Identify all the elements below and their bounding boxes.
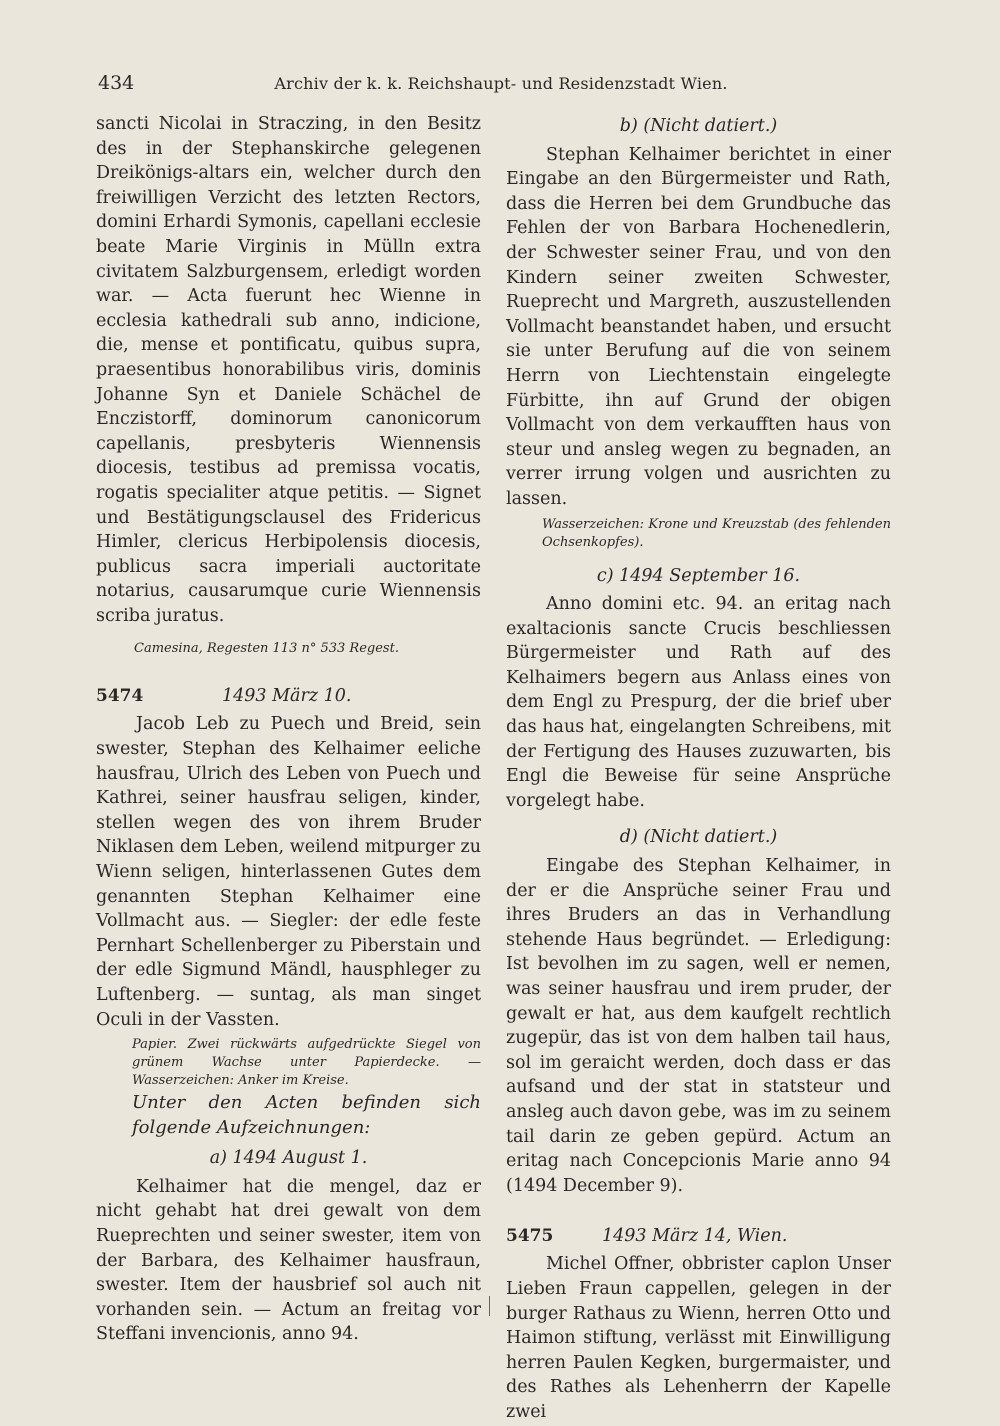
subsection-c-heading: c) 1494 September 16. [596,565,801,586]
subsection-d-text: Eingabe des Stephan Kelhaimer, in der er die Ansprüche seiner Frau und ihres Bruders an das in Verhandlung stehende Haus begründet. — Erledigung: Ist bevolhen im zu sagen, well er nemen, was seiner hausfrau und irem pruder, der gewalt er hat, aus dem kaufgelt rechtlich zugepür, das ist von dem halben tail haus, sol im geraicht werden, doch dass er das aufsand und der stat in statsteur und ansleg auch davon gebe, was im zu seinem tail darin ze geben gepürd. Actum an eritag nach Concepcionis Marie anno 94 (1494 December 9). [506,856,891,1196]
right-column [506,114,891,1425]
entry-number: 5474 [96,686,144,707]
page-header [96,72,906,102]
continued-entry-text: sancti Nicolai in Straczing, in den Besitz des in der Stephanskirche gelegenen Dreikönigs-altars ein, welcher durch den freiwilligen Verzicht des letzten Rectors, domini Erhardi Symonis, capellani ecclesie beate Marie Virginis in Mülln extra civitatem Salzburgensem, erledigt worden war. — Acta fuerunt hec Wienne in ecclesia kathedrali sub anno, indicione, die, mense et pontificatu, quibus supra, praesentibus honorabilibus viris, dominis Johanne Syn et Daniele Schächel de Enczistorff, dominorum canonicorum capellanis, presbyteris Wiennensis diocesis, testibus ad premissa vocatis, rogatis specialiter atque petitis. — Signet und Bestätigungsclausel des Fridericus Himler, clericus Herbipolensis diocesis, publicus sacra imperiali auctoritate notarius, causarumque curie Wiennensis scriba juratus. [96,114,481,626]
subsection-b-heading: b) (Nicht datiert.) [619,116,778,136]
column-divider [489,1296,490,1316]
left-column [96,112,481,1347]
entry-heading-5475 [506,1224,891,1252]
entry-text-5475: Michel Offner, obbrister caplon Unser Lieben Fraun cappellen, gelegen in der burger Rathaus zu Wienn, herren Otto und Haimon stiftung, verlässt mit Einwilligung herren Paulen Kegken, burgermaister, und des Rathes als Lehenherrn der Kapelle zwei [506,1254,891,1422]
subsection-b-note: Wasserzeichen: Krone und Kreuzstab (des fehlenden Ochsenkopfes). [542,516,891,550]
page-number: 434 [98,72,135,94]
entry-date: 1493 März 10. [222,686,352,707]
entry-text-5474: Jacob Leb zu Puech und Breid, sein swester, Stephan des Kelhaimer eeliche hausfrau, Ulrich des Leben von Puech und Kathrei, seiner hausfrau seligen, kinder, stellen wegen des von ihrem Bruder Niklasen dem Leben, weilend mitpurger zu Wienn seligen, hinterlassenen Gutes dem genannten Stephan Kelhaimer eine Vollmacht aus. — Siegler: der edle feste Pernhart Schellenberger zu Piberstain und der edle Sigmund Mändl, hausphleger zu Luftenberg. — suntag, als man singet Oculi in der Vassten. [96,714,481,1030]
subsection-a-heading: a) 1494 August 1. [209,1148,368,1169]
entry-note-5474: Papier. Zwei rückwärts aufgedrückte Siegel von grünem Wachse unter Papierdecke. — Wasserzeichen: Anker im Kreise. [132,1037,481,1089]
subsection-b-text: Stephan Kelhaimer berichtet in einer Eingabe an den Bürgermeister und Rath, dass die Herren bei dem Grundbuche das Fehlen der von Barbara Hochenedlerin, der Schwester seiner Frau, und von den Kindern seiner zweiten Schwester, Rueprecht und Margreth, auszustellenden Vollmacht beanstandet haben, und ersucht sie unter Berufung auf die von seinem Herrn von Liechtenstain eingelegte Fürbitte, ihn auf Grund der obigen Vollmacht von dem verkaufften haus von steur und ansleg wegen zu begnaden, an verrer irrung volgen und ausrichten zu lassen. [506,144,891,509]
entry-heading-5474 [96,684,481,712]
subsection-a-text: Kelhaimer hat die mengel, daz er nicht gehabt hat drei gewalt von dem Rueprechten und seiner swester, item von der Barbara, des Kelhaimer hausfraun, swester. Item der hausbrief sol auch nit vorhanden sein. — Actum an freitag vor Steffani invencionis, anno 94. [96,1176,481,1345]
subsection-d-heading: d) (Nicht datiert.) [619,827,778,848]
subsection-c-text: Anno domini etc. 94. an eritag nach exaltacionis sancte Crucis beschliessen Bürgermeister und Rath auf des Kelhaimers begern aus Anlass eines von dem Engl zu Prespurg, der die brief uber das haus hat, eingelangten Schreibens, mit der Fertigung des Hauses zuzuwarten, bis Engl die Beweise für seine Ansprüche vorgelegt habe. [506,594,891,811]
entry-number: 5475 [506,1226,554,1247]
acts-intro: Unter den Acten befinden sich folgende Aufzeichnungen: [132,1092,481,1139]
running-title: Archiv der k. k. Reichshaupt- und Residenzstadt Wien. [274,74,728,93]
continued-entry-source: Camesina, Regesten 113 n° 533 Regest. [134,641,399,657]
entry-date: 1493 März 14, Wien. [602,1226,788,1247]
